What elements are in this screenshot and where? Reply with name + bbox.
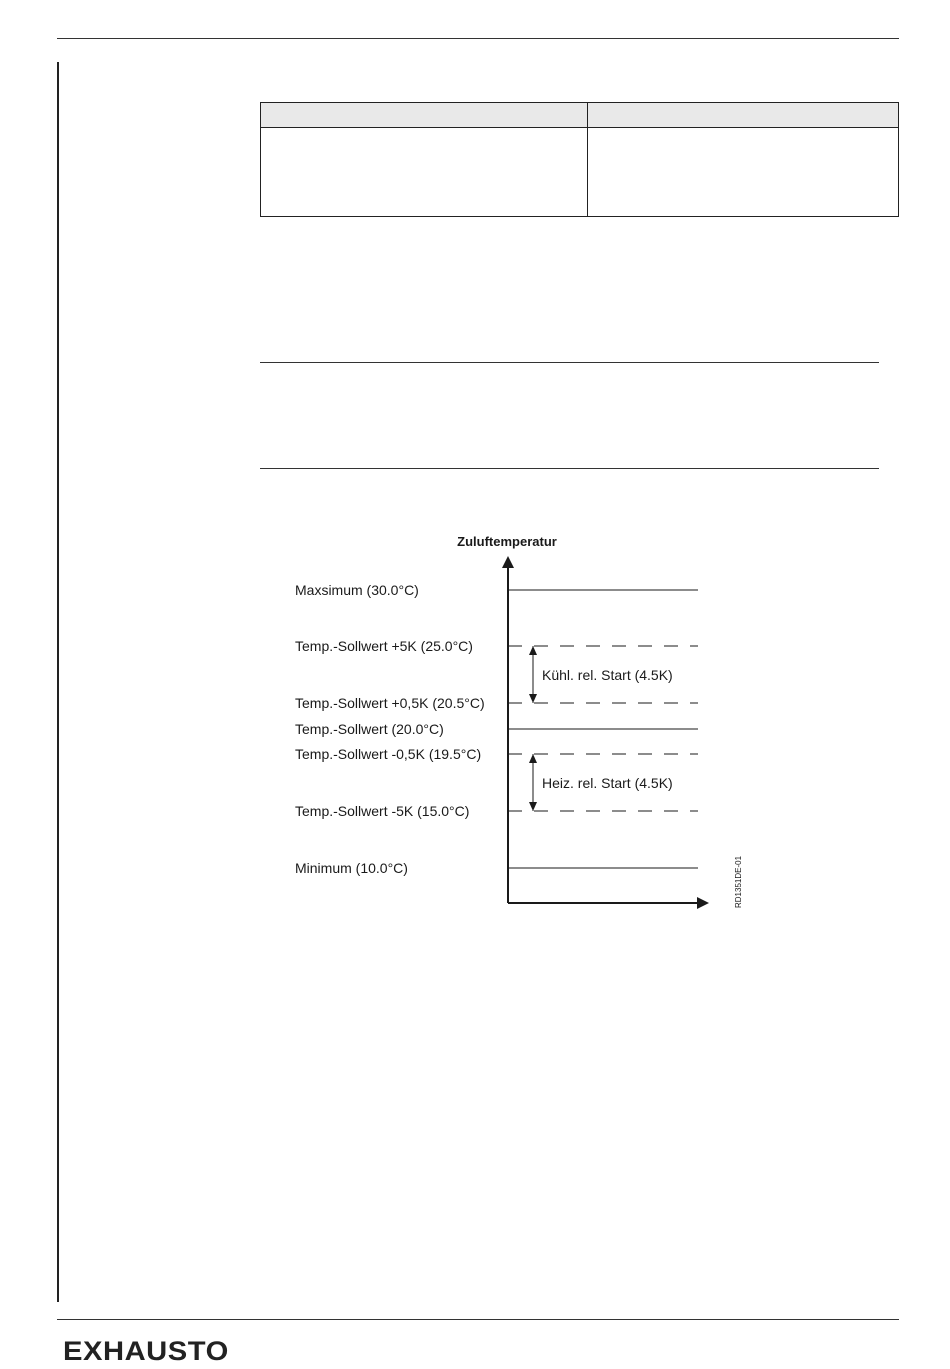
cooling-range-up-arrow-icon	[529, 646, 537, 655]
heating-range-down-arrow-icon	[529, 802, 537, 811]
figure-code: RD1351DE-01	[734, 855, 743, 908]
level-label-maximum: Maxsimum (30.0°C)	[295, 582, 419, 598]
axis-title: Zuluftemperatur	[457, 534, 557, 549]
cooling-range-down-arrow-icon	[529, 694, 537, 703]
level-label-setpoint-minus-5k: Temp.-Sollwert -5K (15.0°C)	[295, 803, 470, 819]
x-axis-arrow-icon	[697, 897, 709, 909]
y-axis-arrow-icon	[502, 556, 514, 568]
level-label-setpoint-minus-0-5k: Temp.-Sollwert -0,5K (19.5°C)	[295, 746, 482, 762]
cooling-range-label: Kühl. rel. Start (4.5K)	[542, 667, 673, 683]
level-label-setpoint: Temp.-Sollwert (20.0°C)	[295, 721, 444, 737]
level-label-setpoint-plus-0-5k: Temp.-Sollwert +0,5K (20.5°C)	[295, 695, 485, 711]
heating-range-up-arrow-icon	[529, 754, 537, 763]
heating-range-label: Heiz. rel. Start (4.5K)	[542, 775, 673, 791]
footer-rule	[57, 1319, 899, 1320]
level-label-minimum: Minimum (10.0°C)	[295, 860, 408, 876]
exhausto-logo: EXHAUSTO	[63, 1336, 229, 1366]
level-label-setpoint-plus-5k: Temp.-Sollwert +5K (25.0°C)	[295, 638, 473, 654]
